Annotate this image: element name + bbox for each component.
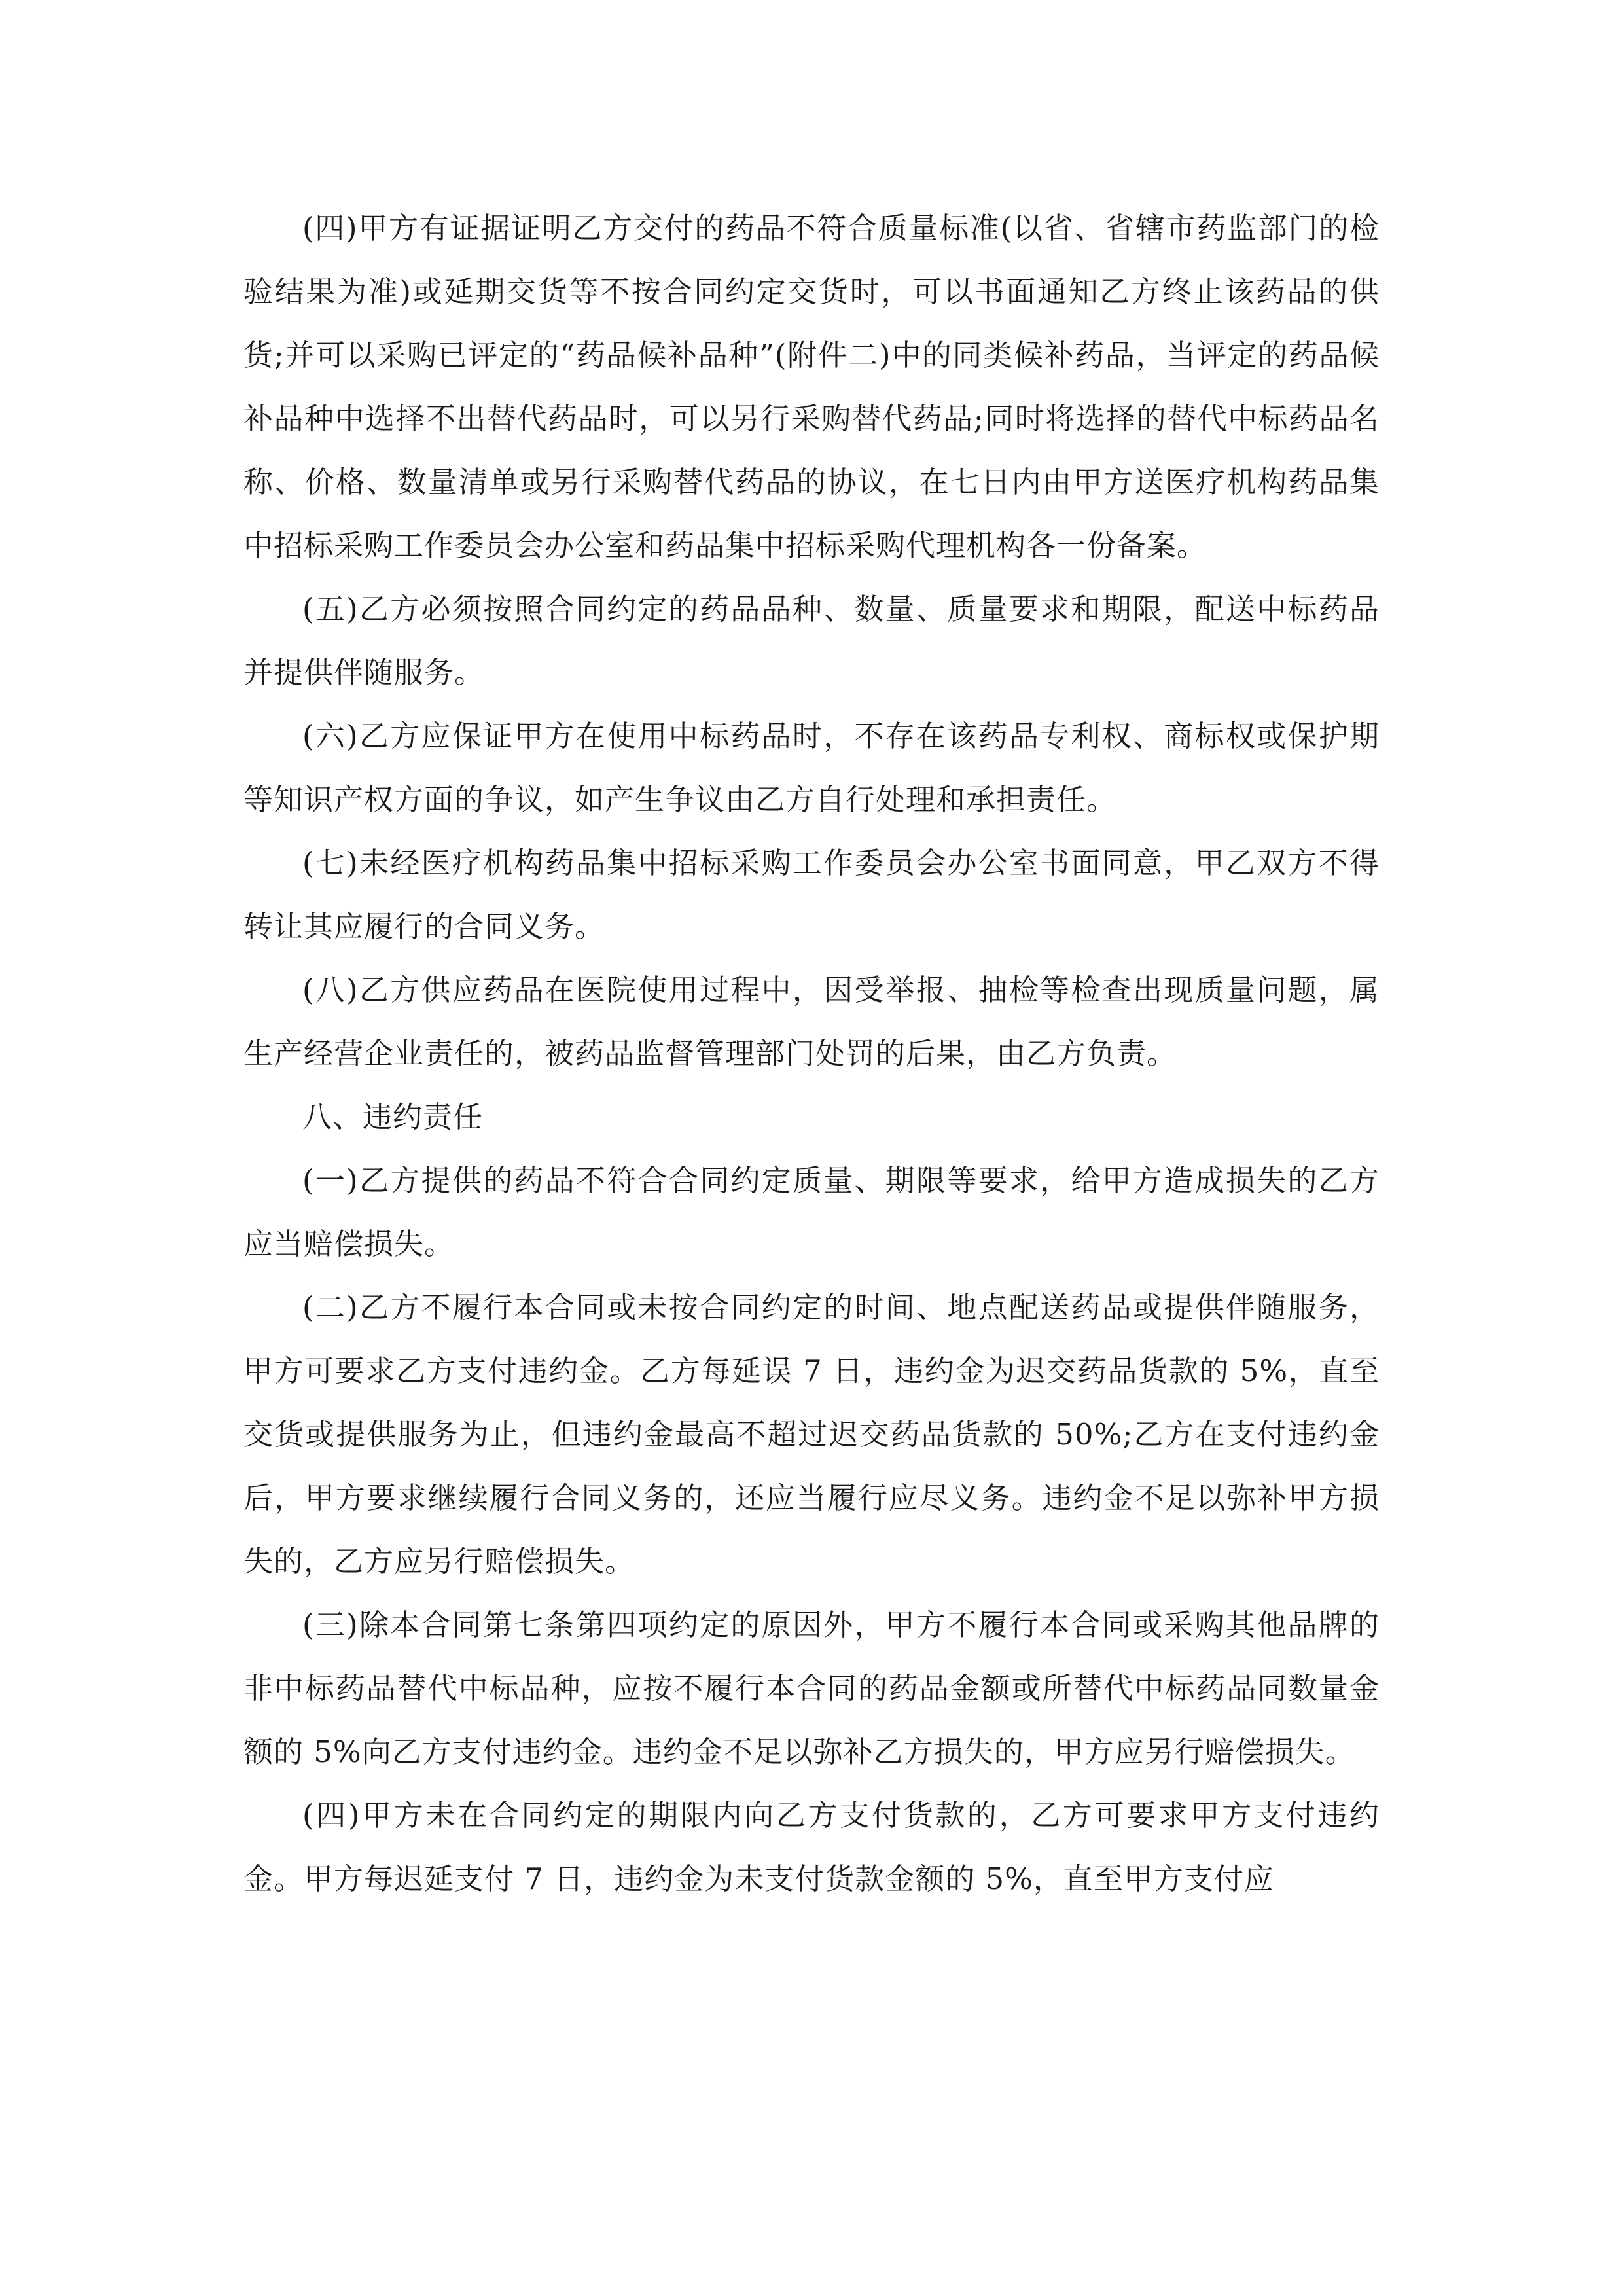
paragraph: (二)乙方不履行本合同或未按合同约定的时间、地点配送药品或提供伴随服务，甲方可要求乙方支付违约金。乙方每延误 7 日，违约金为迟交药品货款的 5%，直至交货或提供服务为止，但违约金最高不超过迟交药品货款的 50%;乙方在支付违约金后，甲方要求继续履行合同义务的，还应当履行应尽义务。违约金不足以弥补甲方损失的，乙方应另行赔偿损失。 (243, 1290, 1380, 1579)
paragraph: (五)乙方必须按照合同约定的药品品种、数量、质量要求和期限，配送中标药品并提供伴随服务。 (243, 592, 1380, 690)
section-heading: 八、违约责任 (302, 1100, 484, 1134)
paragraph: (一)乙方提供的药品不符合合同约定质量、期限等要求，给甲方造成损失的乙方应当赔偿损失。 (243, 1163, 1380, 1261)
paragraph: (三)除本合同第七条第四项约定的原因外，甲方不履行本合同或采购其他品牌的非中标药品替代中标品种，应按不履行本合同的药品金额或所替代中标药品同数量金额的 5%向乙方支付违约金。违约金不足以弥补乙方损失的，甲方应另行赔偿损失。 (243, 1607, 1380, 1769)
paragraph: (七)未经医疗机构药品集中招标采购工作委员会办公室书面同意，甲乙双方不得转让其应履行的合同义务。 (243, 846, 1380, 944)
paragraph: (六)乙方应保证甲方在使用中标药品时，不存在该药品专利权、商标权或保护期等知识产权方面的争议，如产生争议由乙方自行处理和承担责任。 (243, 719, 1380, 817)
document-body (243, 196, 1380, 1910)
paragraph: (四)甲方有证据证明乙方交付的药品不符合质量标准(以省、省辖市药监部门的检验结果为准)或延期交货等不按合同约定交货时，可以书面通知乙方终止该药品的供货;并可以采购已评定的“药品候补品种”(附件二)中的同类候补药品，当评定的药品候补品种中选择不出替代药品时，可以另行采购替代药品;同时将选择的替代中标药品名称、价格、数量清单或另行采购替代药品的协议，在七日内由甲方送医疗机构药品集中招标采购工作委员会办公室和药品集中招标采购代理机构各一份备案。 (243, 211, 1380, 563)
paragraph: (八)乙方供应药品在医院使用过程中，因受举报、抽检等检查出现质量问题，属生产经营企业责任的，被药品监督管理部门处罚的后果，由乙方负责。 (243, 973, 1380, 1071)
paragraph: (四)甲方未在合同约定的期限内向乙方支付货款的，乙方可要求甲方支付违约金。甲方每迟延支付 7 日，违约金为未支付货款金额的 5%，直至甲方支付应 (243, 1798, 1380, 1896)
